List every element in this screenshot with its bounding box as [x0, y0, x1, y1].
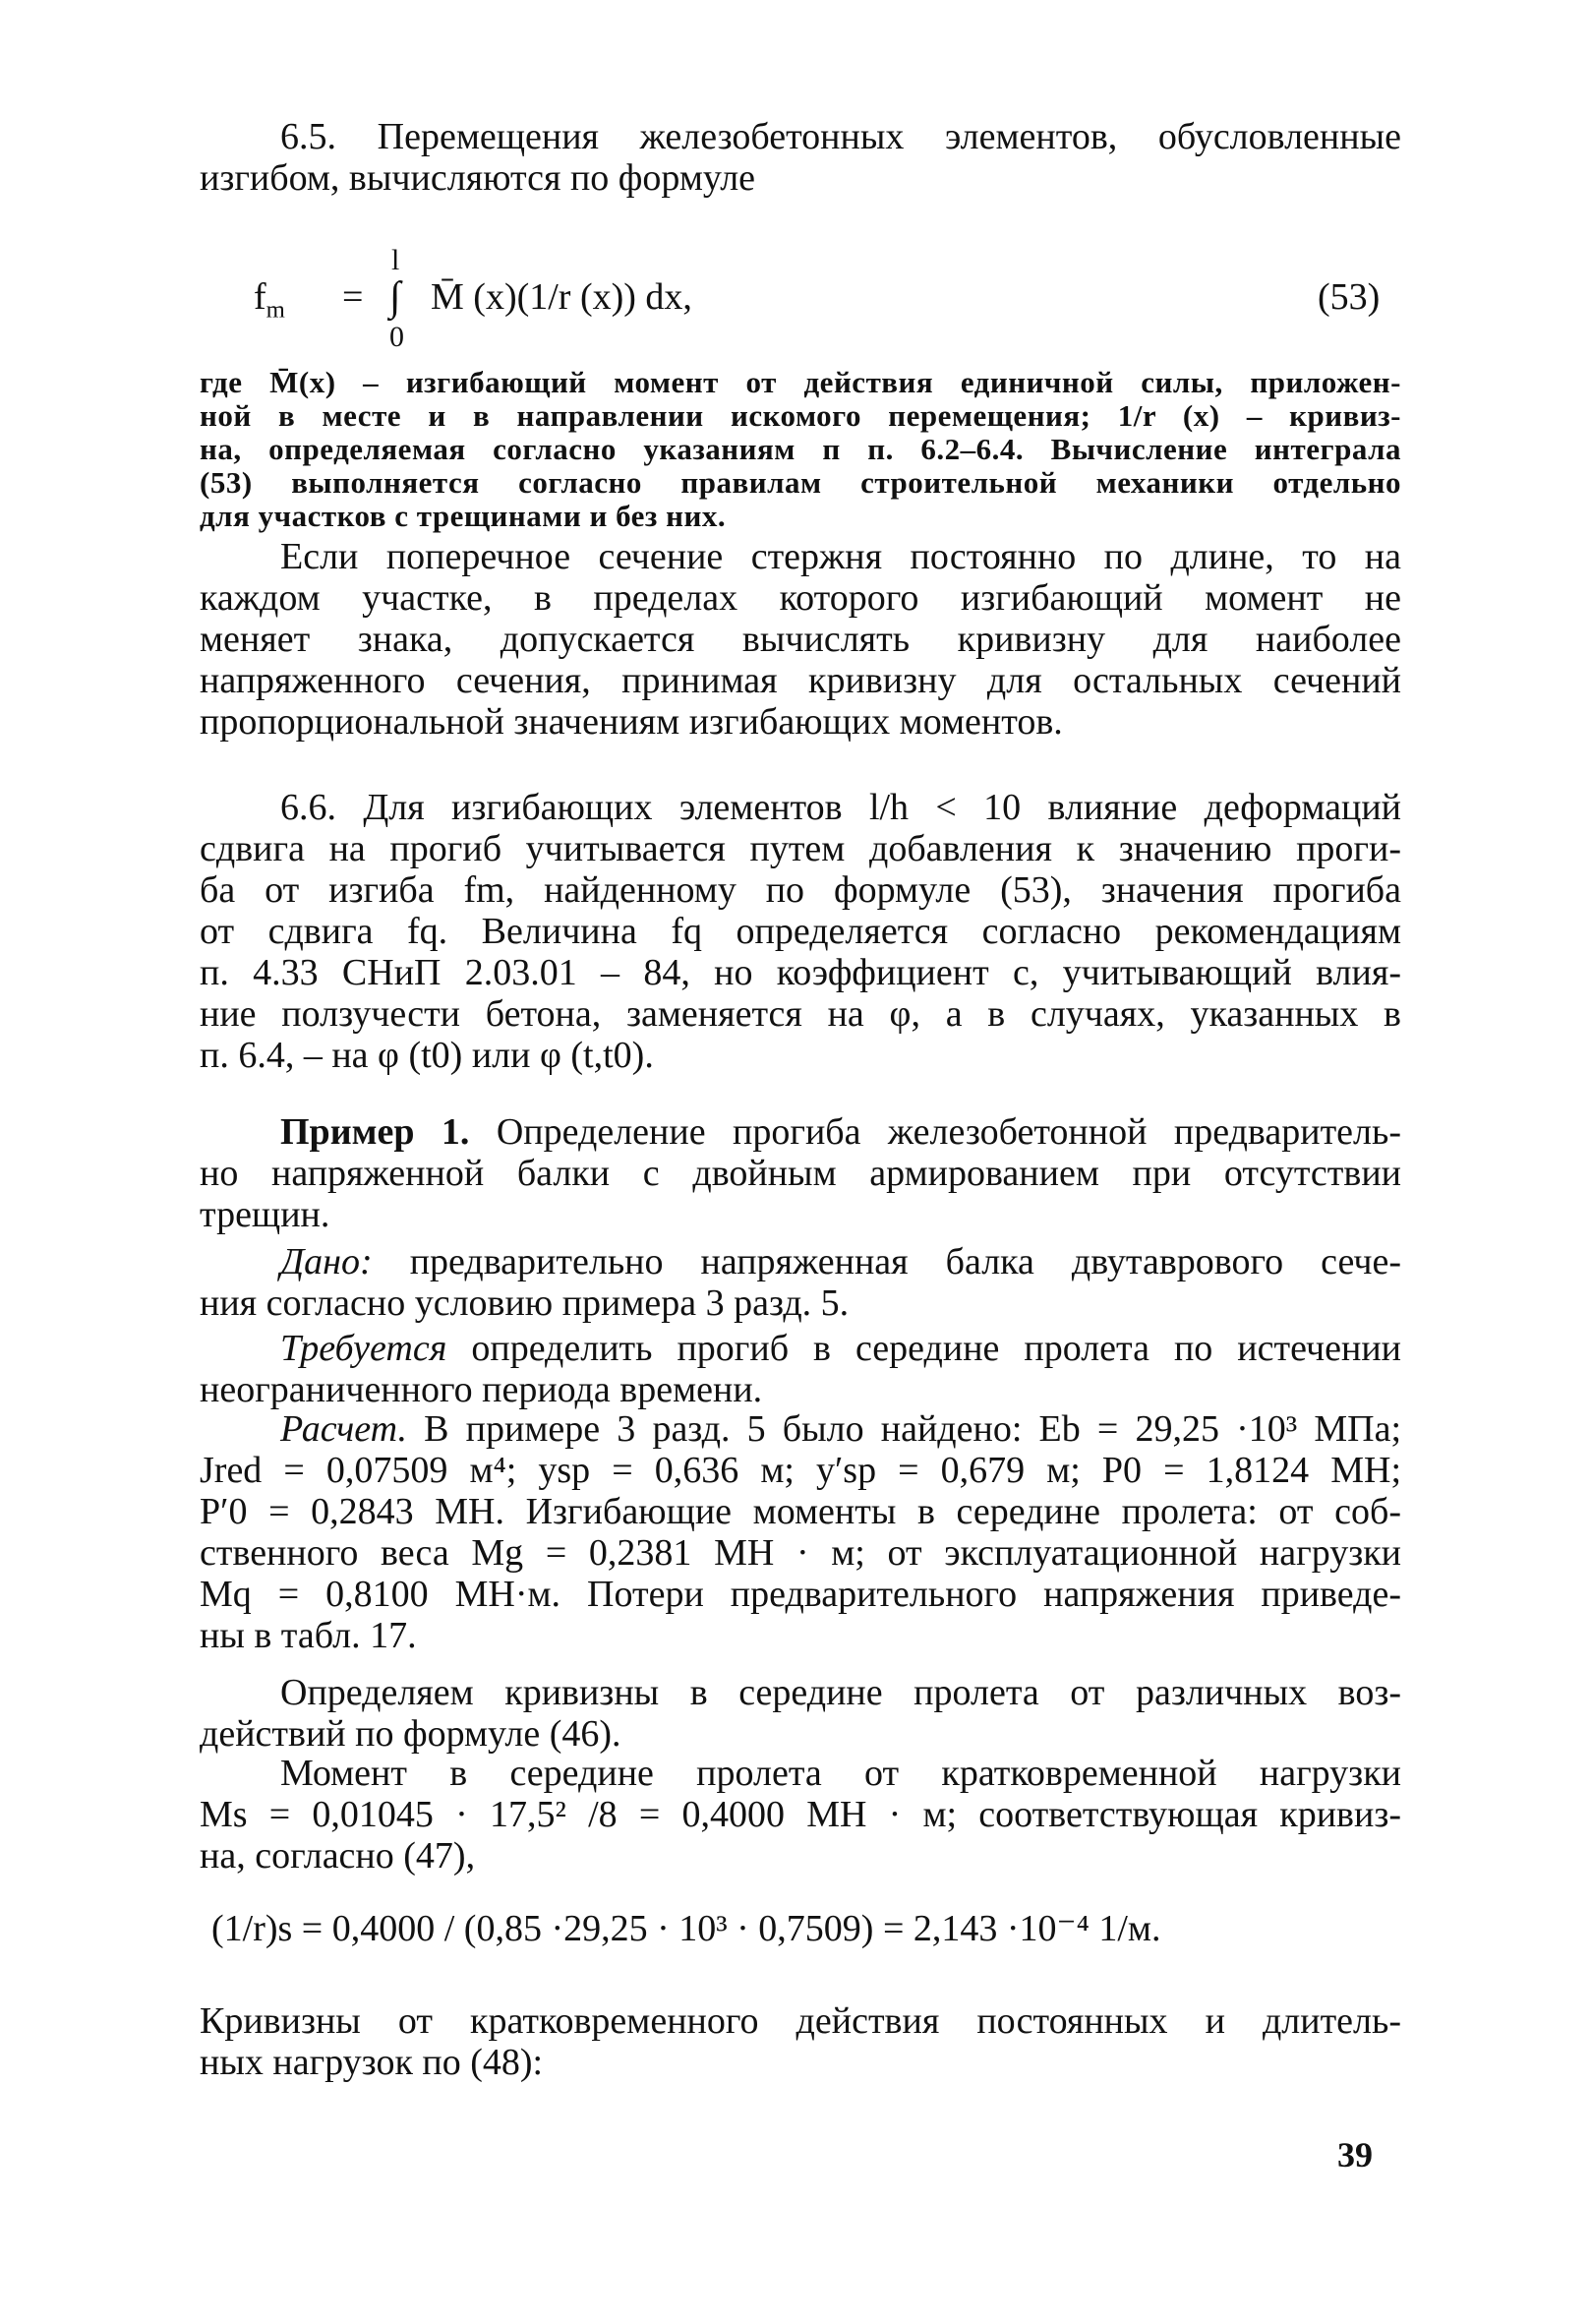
text-line: Jred = 0,07509 м⁴; ysp = 0,636 м; y′sp = 0,679 м; P0 = 1,8124 МН;	[200, 1450, 1401, 1491]
text-line: но напряженной балки с двойным армированием при отсутствии	[200, 1153, 1401, 1194]
formula-lhs	[254, 275, 285, 325]
given-paragraph	[200, 1241, 1401, 1324]
paragraph-cross-section	[200, 536, 1401, 743]
text-line: Если поперечное сечение стержня постоянно по длине, то на	[280, 536, 1401, 577]
section-6-5-paragraph	[200, 116, 1401, 199]
integral-sign: ∫	[389, 274, 401, 320]
given-text: предварительно напряженная балка двутаврового сече-	[372, 1241, 1401, 1282]
section-6-6-paragraph	[200, 787, 1401, 1076]
page-number: 39	[1337, 2135, 1373, 2175]
text-line: P′0 = 0,2843 МН. Изгибающие моменты в середине пролета: от соб-	[200, 1491, 1401, 1532]
text-line: на, согласно (47),	[200, 1835, 476, 1877]
calc-text: В примере 3 разд. 5 было найдено: Eb = 29,25 ·10³ МПа;	[407, 1408, 1401, 1450]
text-line: Момент в середине пролета от кратковременной нагрузки	[280, 1753, 1401, 1794]
curvature-paragraph	[200, 1672, 1401, 1755]
formula-integrand: M̄ (x)(1/r (x)) dx,	[431, 276, 692, 318]
text-line: п. 6.4, – на φ (t0) или φ (t,t0).	[200, 1035, 654, 1076]
text-line: напряженного сечения, принимая кривизну для остальных сечений	[200, 660, 1401, 701]
text-line: ны в табл. 17.	[200, 1615, 417, 1656]
text-line: каждом участке, в пределах которого изгибающий момент не	[200, 577, 1401, 619]
required-paragraph	[200, 1328, 1401, 1410]
text-line: неограниченного периода времени.	[200, 1369, 763, 1410]
calculation-paragraph	[200, 1408, 1401, 1656]
text-line: 6.5. Перемещения железобетонных элементов, обусловленные	[280, 116, 1401, 157]
required-text: определить прогиб в середине пролета по истечении	[446, 1328, 1401, 1369]
text-line: ных нагрузок по (48):	[200, 2042, 544, 2083]
text-line: пропорциональной значениям изгибающих моментов.	[200, 701, 1063, 743]
example-text: Определение прогиба железобетонной предваритель-	[469, 1111, 1401, 1153]
text-line: ственного веса Mg = 0,2381 МН · м; от эксплуатационной нагрузки	[200, 1532, 1401, 1574]
text-line: трещин.	[200, 1194, 330, 1235]
note-line: где M̄(x) – изгибающий момент от действия единичной силы, приложен-	[200, 365, 1401, 399]
given-label: Дано:	[280, 1241, 373, 1282]
text-line: п. 4.33 СНиП 2.03.01 – 84, но коэффициент с, учитывающий влия-	[200, 952, 1401, 993]
text-line: ба от изгиба fm, найденному по формуле (53), значения прогиба	[200, 869, 1401, 911]
text-line: сдвига на прогиб учитывается путем добавления к значению проги-	[200, 828, 1401, 869]
formula-lhs-symbol: f	[254, 276, 266, 318]
calc-label: Расчет.	[280, 1408, 408, 1450]
text-line: изгибом, вычисляются по формуле	[200, 157, 756, 199]
text-line: Определяем кривизны в середине пролета от различных воз-	[280, 1672, 1401, 1713]
text-line: действий по формуле (46).	[200, 1713, 621, 1755]
formula-note	[200, 366, 1401, 533]
integral-lower-limit: 0	[389, 321, 404, 353]
integral-upper-limit: l	[391, 244, 400, 276]
text-line	[200, 1328, 1401, 1369]
text-line	[200, 1111, 1401, 1153]
text-line	[200, 1408, 1401, 1450]
moment-paragraph	[200, 1753, 1401, 1877]
note-line: (53) выполняется согласно правилам строительной механики отдельно	[200, 465, 1401, 500]
formula-lhs-subscript: m	[265, 296, 285, 324]
text-line: от сдвига fq. Величина fq определяется согласно рекомендациям	[200, 911, 1401, 952]
curvature-equation: (1/r)s = 0,4000 / (0,85 ·29,25 · 10³ · 0,7509) = 2,143 ·10⁻⁴ 1/м.	[211, 1908, 1161, 1949]
text-line: ние ползучести бетона, заменяется на φ, а в случаях, указанных в	[200, 993, 1401, 1035]
text-line: 6.6. Для изгибающих элементов l/h < 10 влияние деформаций	[280, 787, 1401, 828]
note-line: ной в месте и в направлении искомого перемещения; 1/r (x) – кривиз-	[200, 398, 1401, 433]
text-line: Ms = 0,01045 · 17,5² /8 = 0,4000 МН · м; соответствующая кривиз-	[200, 1794, 1401, 1835]
long-term-load-paragraph	[200, 2000, 1401, 2083]
example-label: Пример 1.	[280, 1111, 470, 1153]
text-line: ния согласно условию примера 3 разд. 5.	[200, 1282, 850, 1324]
formula-equals: =	[342, 276, 364, 318]
text-line: меняет знака, допускается вычислять кривизну для наиболее	[200, 619, 1401, 660]
example-1-paragraph	[200, 1111, 1401, 1235]
text-line: Кривизны от кратковременного действия постоянных и длитель-	[200, 2000, 1401, 2042]
required-label: Требуется	[280, 1328, 447, 1369]
text-line	[200, 1241, 1401, 1282]
equation-number: (53)	[1318, 276, 1381, 318]
note-line: для участков с трещинами и без них.	[200, 499, 727, 533]
text-line: Mq = 0,8100 МН·м. Потери предварительного напряжения приведе-	[200, 1574, 1401, 1615]
note-line: на, определяемая согласно указаниям п п. 6.2–6.4. Вычисление интеграла	[200, 432, 1401, 466]
